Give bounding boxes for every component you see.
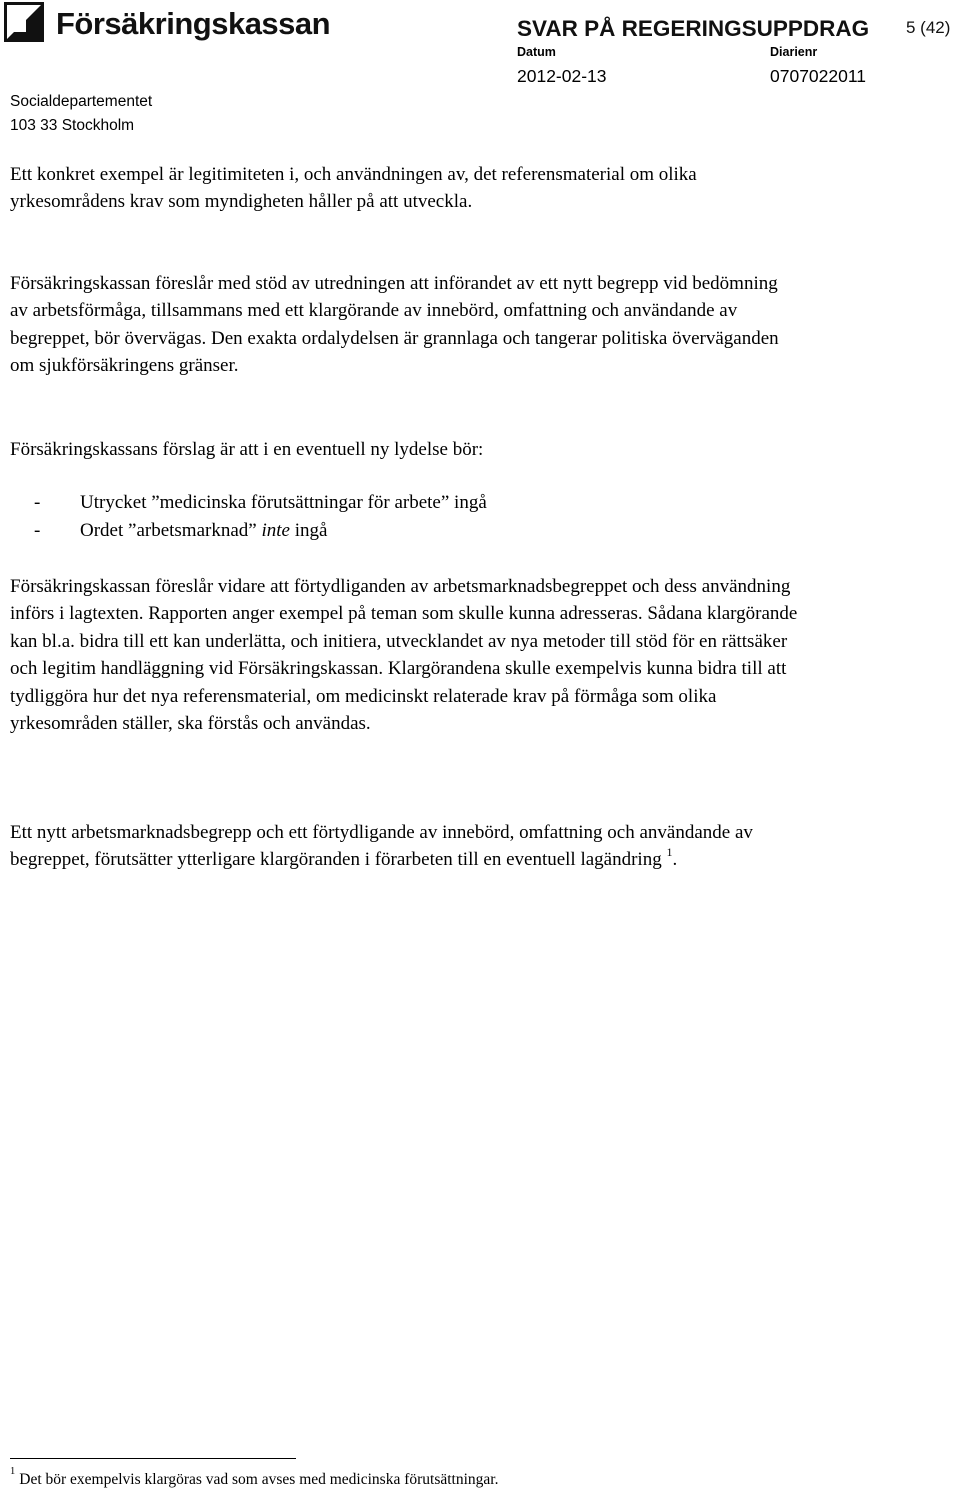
logo-mark-icon bbox=[4, 2, 44, 42]
bullet-text: Ordet ”arbetsmarknad” bbox=[80, 520, 262, 541]
bullet-text-end: ingå bbox=[289, 520, 328, 541]
footnote-text: Det bör exempelvis klargöras vad som avses med medicinska förutsättningar. bbox=[19, 1471, 499, 1488]
paragraph-5-text bbox=[10, 819, 800, 874]
paragraph-1 bbox=[10, 161, 780, 216]
paragraph-4-text: Försäkringskassan föreslår vidare att förtydliganden av arbetsmarknadsbegreppet och dess användning införs i lagtexten. Rapporten anger exempel på teman som skulle kunna adresseras. Sådana klargörande kan bl.a. bidra till ett kan underlätta, och initiera, utvecklandet av nya metoder till stöd för en rättsäker och legitim handläggning vid Försäkringskassan. Klargörandena skulle exempelvis kunna bidra till att tydliggöra hur det nya referensmaterial, om medicinskt relaterade krav på förmåga som olika yrkesområden ställer, ska förstås och användas. bbox=[10, 576, 798, 735]
bullet-item-2 bbox=[10, 517, 487, 545]
paragraph-5 bbox=[10, 819, 800, 874]
paragraph-2-text: Försäkringskassan föreslår med stöd av utredningen att införandet av ett nytt begrepp vid bedömning av arbetsförmåga, tillsammans med ett klargörande av innebörd, omfattning och användande av begreppet, bör övervägas. Den exakta ordalydelsen är grannlaga och tangerar politiska överväganden om sjukförsäkringens gränser. bbox=[10, 273, 779, 377]
diarienr-value: 0707022011 bbox=[770, 66, 867, 86]
recipient-line-2: 103 33 Stockholm bbox=[10, 117, 135, 134]
agency-logo bbox=[0, 0, 360, 52]
date-value: 2012-02-13 bbox=[517, 66, 607, 86]
document-title: SVAR PÅ REGERINGSUPPDRAG bbox=[517, 16, 870, 41]
diarienr-label: Diarienr bbox=[770, 45, 818, 59]
date-label: Datum bbox=[517, 45, 556, 59]
paragraph-3 bbox=[10, 436, 810, 463]
recipient-line-1: Socialdepartementet bbox=[10, 93, 153, 110]
paragraph-2 bbox=[10, 270, 800, 380]
footnote-number: 1 bbox=[10, 1465, 16, 1477]
paragraph-1-text: Ett konkret exempel är legitimiteten i, och användningen av, det referensmaterial om olika yrkesområdens krav som myndigheten håller på att utveckla. bbox=[10, 164, 697, 213]
bullet-item-1 bbox=[10, 489, 487, 517]
recipient-address bbox=[10, 90, 152, 138]
bullet-dash: - bbox=[34, 492, 41, 513]
footnote bbox=[10, 1465, 499, 1491]
paragraph-3-text: Försäkringskassans förslag är att i en eventuell ny lydelse bör: bbox=[10, 439, 484, 460]
bullet-list bbox=[10, 489, 487, 545]
footnote-separator bbox=[10, 1458, 296, 1459]
paragraph-5-body: Ett nytt arbetsmarknadsbegrepp och ett förtydligande av innebörd, omfattning och användande av begreppet, förutsätter ytterligare klargöranden i förarbeten till en eventuell lagändring bbox=[10, 822, 753, 871]
page-number: 5 (42) bbox=[906, 18, 951, 37]
bullet-dash: - bbox=[34, 520, 41, 541]
paragraph-4 bbox=[10, 573, 800, 737]
bullet-text: Utrycket ”medicinska förutsättningar för arbete” ingå bbox=[80, 492, 487, 513]
bullet-emphasis: inte bbox=[261, 520, 290, 541]
logo-text: Försäkringskassan bbox=[56, 6, 331, 41]
footnote-reference[interactable]: 1 bbox=[666, 845, 673, 860]
paragraph-5-end: . bbox=[672, 849, 678, 871]
